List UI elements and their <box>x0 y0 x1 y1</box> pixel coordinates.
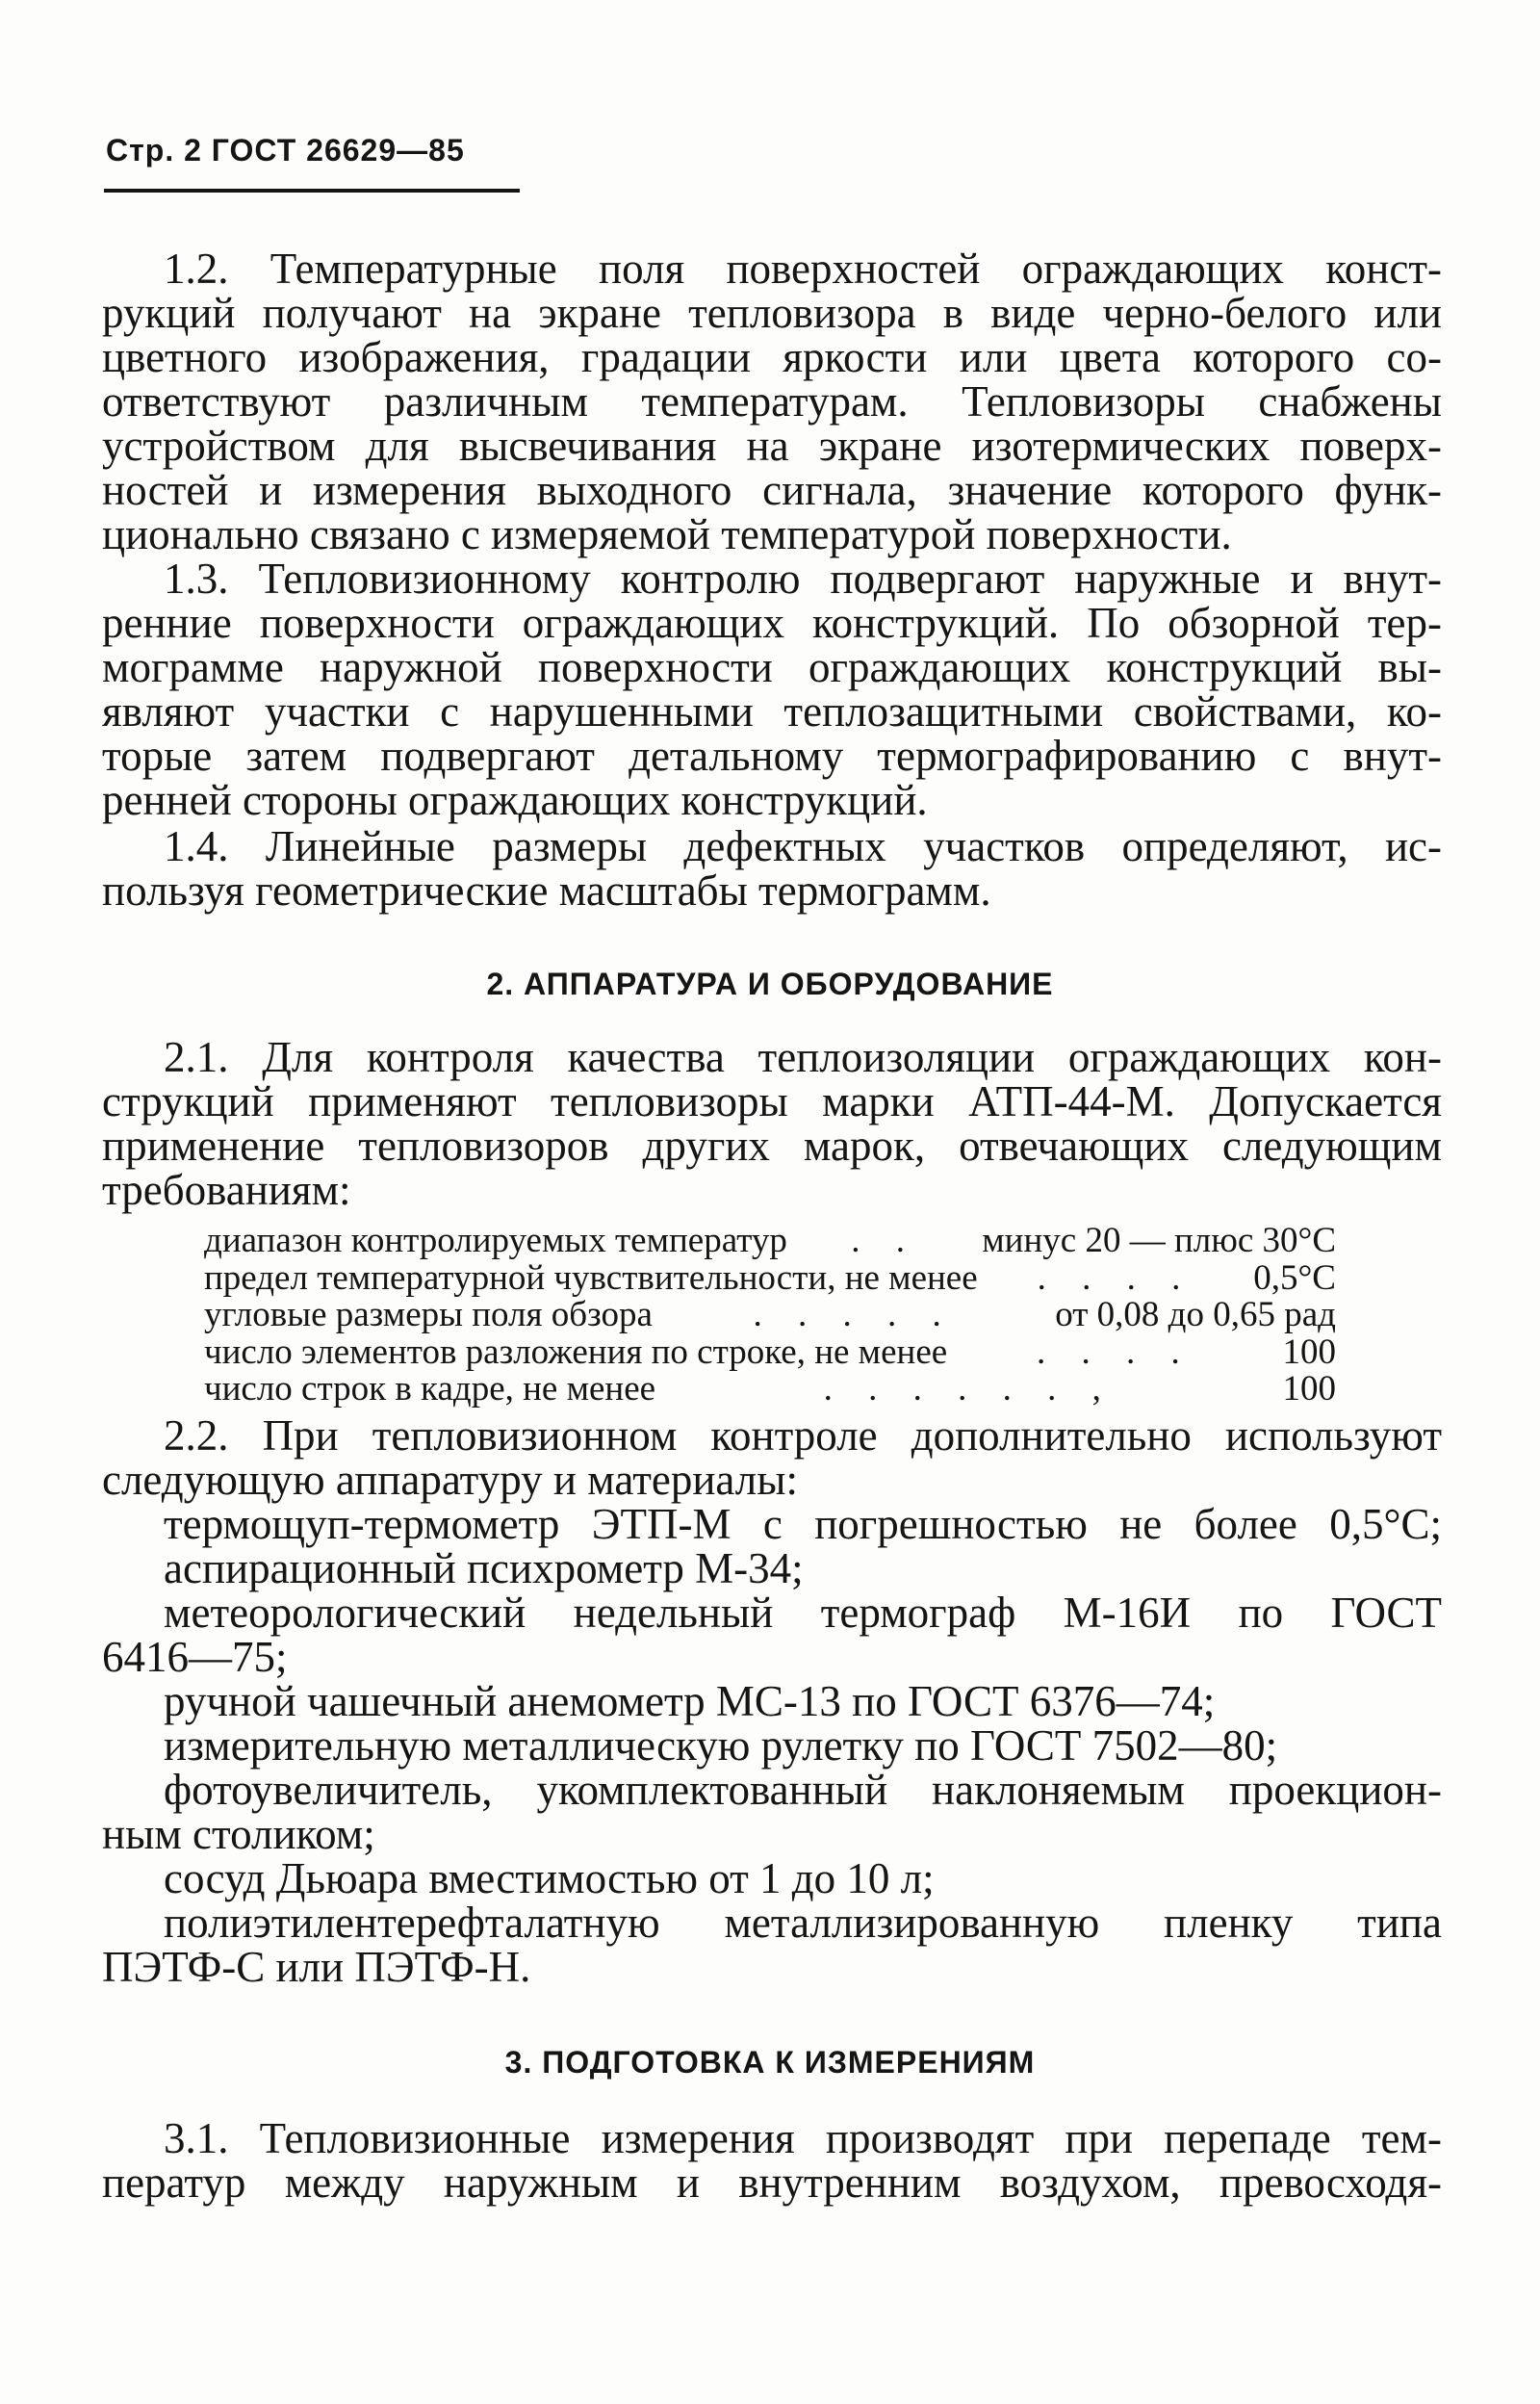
spec-value: 100 <box>1282 1369 1336 1409</box>
text-line: 3.1. Тепловизионные измерения производят при перепаде тем- <box>164 2114 1442 2162</box>
text-line: ренней стороны ограждающих конструкций. <box>102 776 928 824</box>
spec-label: число элементов разложения по строке, не менее <box>204 1331 948 1372</box>
text-line: следующую аппаратуру и материалы: <box>102 1456 798 1504</box>
list-item <box>204 1257 1336 1298</box>
section-heading-3: 3. ПОДГОТОВКА К ИЗМЕРЕНИЯМ <box>504 2045 1036 2080</box>
list-item <box>204 1223 1336 1260</box>
page-header: Стр. 2 ГОСТ 26629—85 <box>106 133 465 168</box>
text-line: ностей и измерения выходного сигнала, значение которого функ- <box>102 466 1442 514</box>
paragraph-1-2 <box>102 246 1442 556</box>
list-item <box>204 1297 1336 1334</box>
text-line: требованиям: <box>102 1166 351 1214</box>
spec-value: от 0,08 до 0,65 рад <box>1055 1295 1336 1334</box>
spec-value: 100 <box>1282 1331 1336 1372</box>
text-line: ператур между наружным и внутренним воздухом, превосходя- <box>102 2158 1442 2207</box>
spec-value: минус 20 — плюс 30°С <box>982 1221 1336 1260</box>
paragraph-1-3 <box>102 556 1442 822</box>
text-line: являют участки с нарушенными теплозащитными свойствами, ко- <box>102 687 1442 736</box>
text-line: 2.2. При тепловизионном контроле дополнительно используют <box>164 1411 1442 1460</box>
text-line: сосуд Дьюара вместимостью от 1 до 10 л; <box>164 1854 935 1902</box>
text-line: ным столиком; <box>102 1810 375 1858</box>
text-line: аспирационный психрометр М-34; <box>164 1544 804 1592</box>
leader-dots: . . . . . <box>753 1297 955 1334</box>
text-line: метеорологический недельный термограф М-16И по ГОСТ <box>164 1589 1442 1637</box>
list-item <box>204 1331 1336 1372</box>
header-rule <box>104 189 520 193</box>
spec-label: предел температурной чувствительности, не менее <box>204 1257 978 1298</box>
spec-label: угловые размеры поля обзора <box>204 1295 653 1334</box>
text-line: термощуп-термометр ЭТП-М с погрешностью не более 0,5°С; <box>164 1500 1442 1548</box>
text-line: применение тепловизоров других марок, отвечающих следующим <box>102 1122 1442 1170</box>
leader-dots: . . <box>851 1223 918 1260</box>
text-line: полиэтилентерефталатную металлизированную пленку типа <box>164 1899 1442 1947</box>
paragraph-2-2 <box>102 1413 1442 1989</box>
paragraph-2-1 <box>102 1035 1442 1212</box>
paragraph-3-1 <box>102 2116 1442 2205</box>
text-line: ПЭТФ-С или ПЭТФ-Н. <box>102 1943 531 1991</box>
text-line: ответствуют различным температурам. Тепловизоры снабжены <box>102 377 1442 426</box>
text-line: рукций получают на экране тепловизора в виде черно-белого или <box>102 289 1442 337</box>
text-line: мограмме наружной поверхности ограждающих конструкций вы- <box>102 643 1442 691</box>
text-line: пользуя геометрические масштабы термограмм. <box>102 866 991 915</box>
text-line: 1.4. Линейные размеры дефектных участков определяют, ис- <box>164 822 1442 870</box>
section-heading-2: 2. АППАРАТУРА И ОБОРУДОВАНИЕ <box>486 967 1054 1001</box>
text-line: фотоувеличитель, укомплектованный наклоняемым проекцион- <box>164 1766 1442 1814</box>
text-line: цветного изображения, градации яркости или цвета которого со- <box>102 333 1442 381</box>
list-item <box>204 1371 1336 1409</box>
text-line: торые затем подвергают детальному термографированию с внут- <box>102 732 1442 780</box>
leader-dots: . . . . <box>1036 1333 1194 1371</box>
paragraph-1-4 <box>102 824 1442 913</box>
requirements-list <box>204 1223 1336 1409</box>
text-line: ручной чашечный анемометр МС-13 по ГОСТ 6376—74; <box>164 1677 1216 1725</box>
text-line: 1.2. Температурные поля поверхностей ограждающих конст- <box>164 245 1442 293</box>
spec-label: число строк в кадре, не менее <box>204 1369 656 1409</box>
text-line: устройством для высвечивания на экране изотермических поверх- <box>102 422 1442 470</box>
text-line: струкций применяют тепловизоры марки АТП-44-М. Допускается <box>102 1077 1442 1125</box>
text-line: 2.1. Для контроля качества теплоизоляции ограждающих кон- <box>164 1033 1442 1081</box>
leader-dots: . . . . <box>1037 1259 1194 1297</box>
text-line: ренние поверхности ограждающих конструкций. По обзорной тер- <box>102 599 1442 647</box>
spec-label: диапазон контролируемых температур <box>204 1221 787 1260</box>
spec-value: 0,5°С <box>1253 1257 1336 1298</box>
leader-dots: . . . . . . , <box>823 1371 1115 1409</box>
text-line: измерительную металлическую рулетку по ГОСТ 7502—80; <box>164 1721 1278 1770</box>
text-line: 1.3. Тепловизионному контролю подвергают наружные и внут- <box>164 555 1442 603</box>
text-line: ционально связано с измеряемой температурой поверхности. <box>102 510 1232 558</box>
text-line: 6416—75; <box>102 1633 288 1681</box>
